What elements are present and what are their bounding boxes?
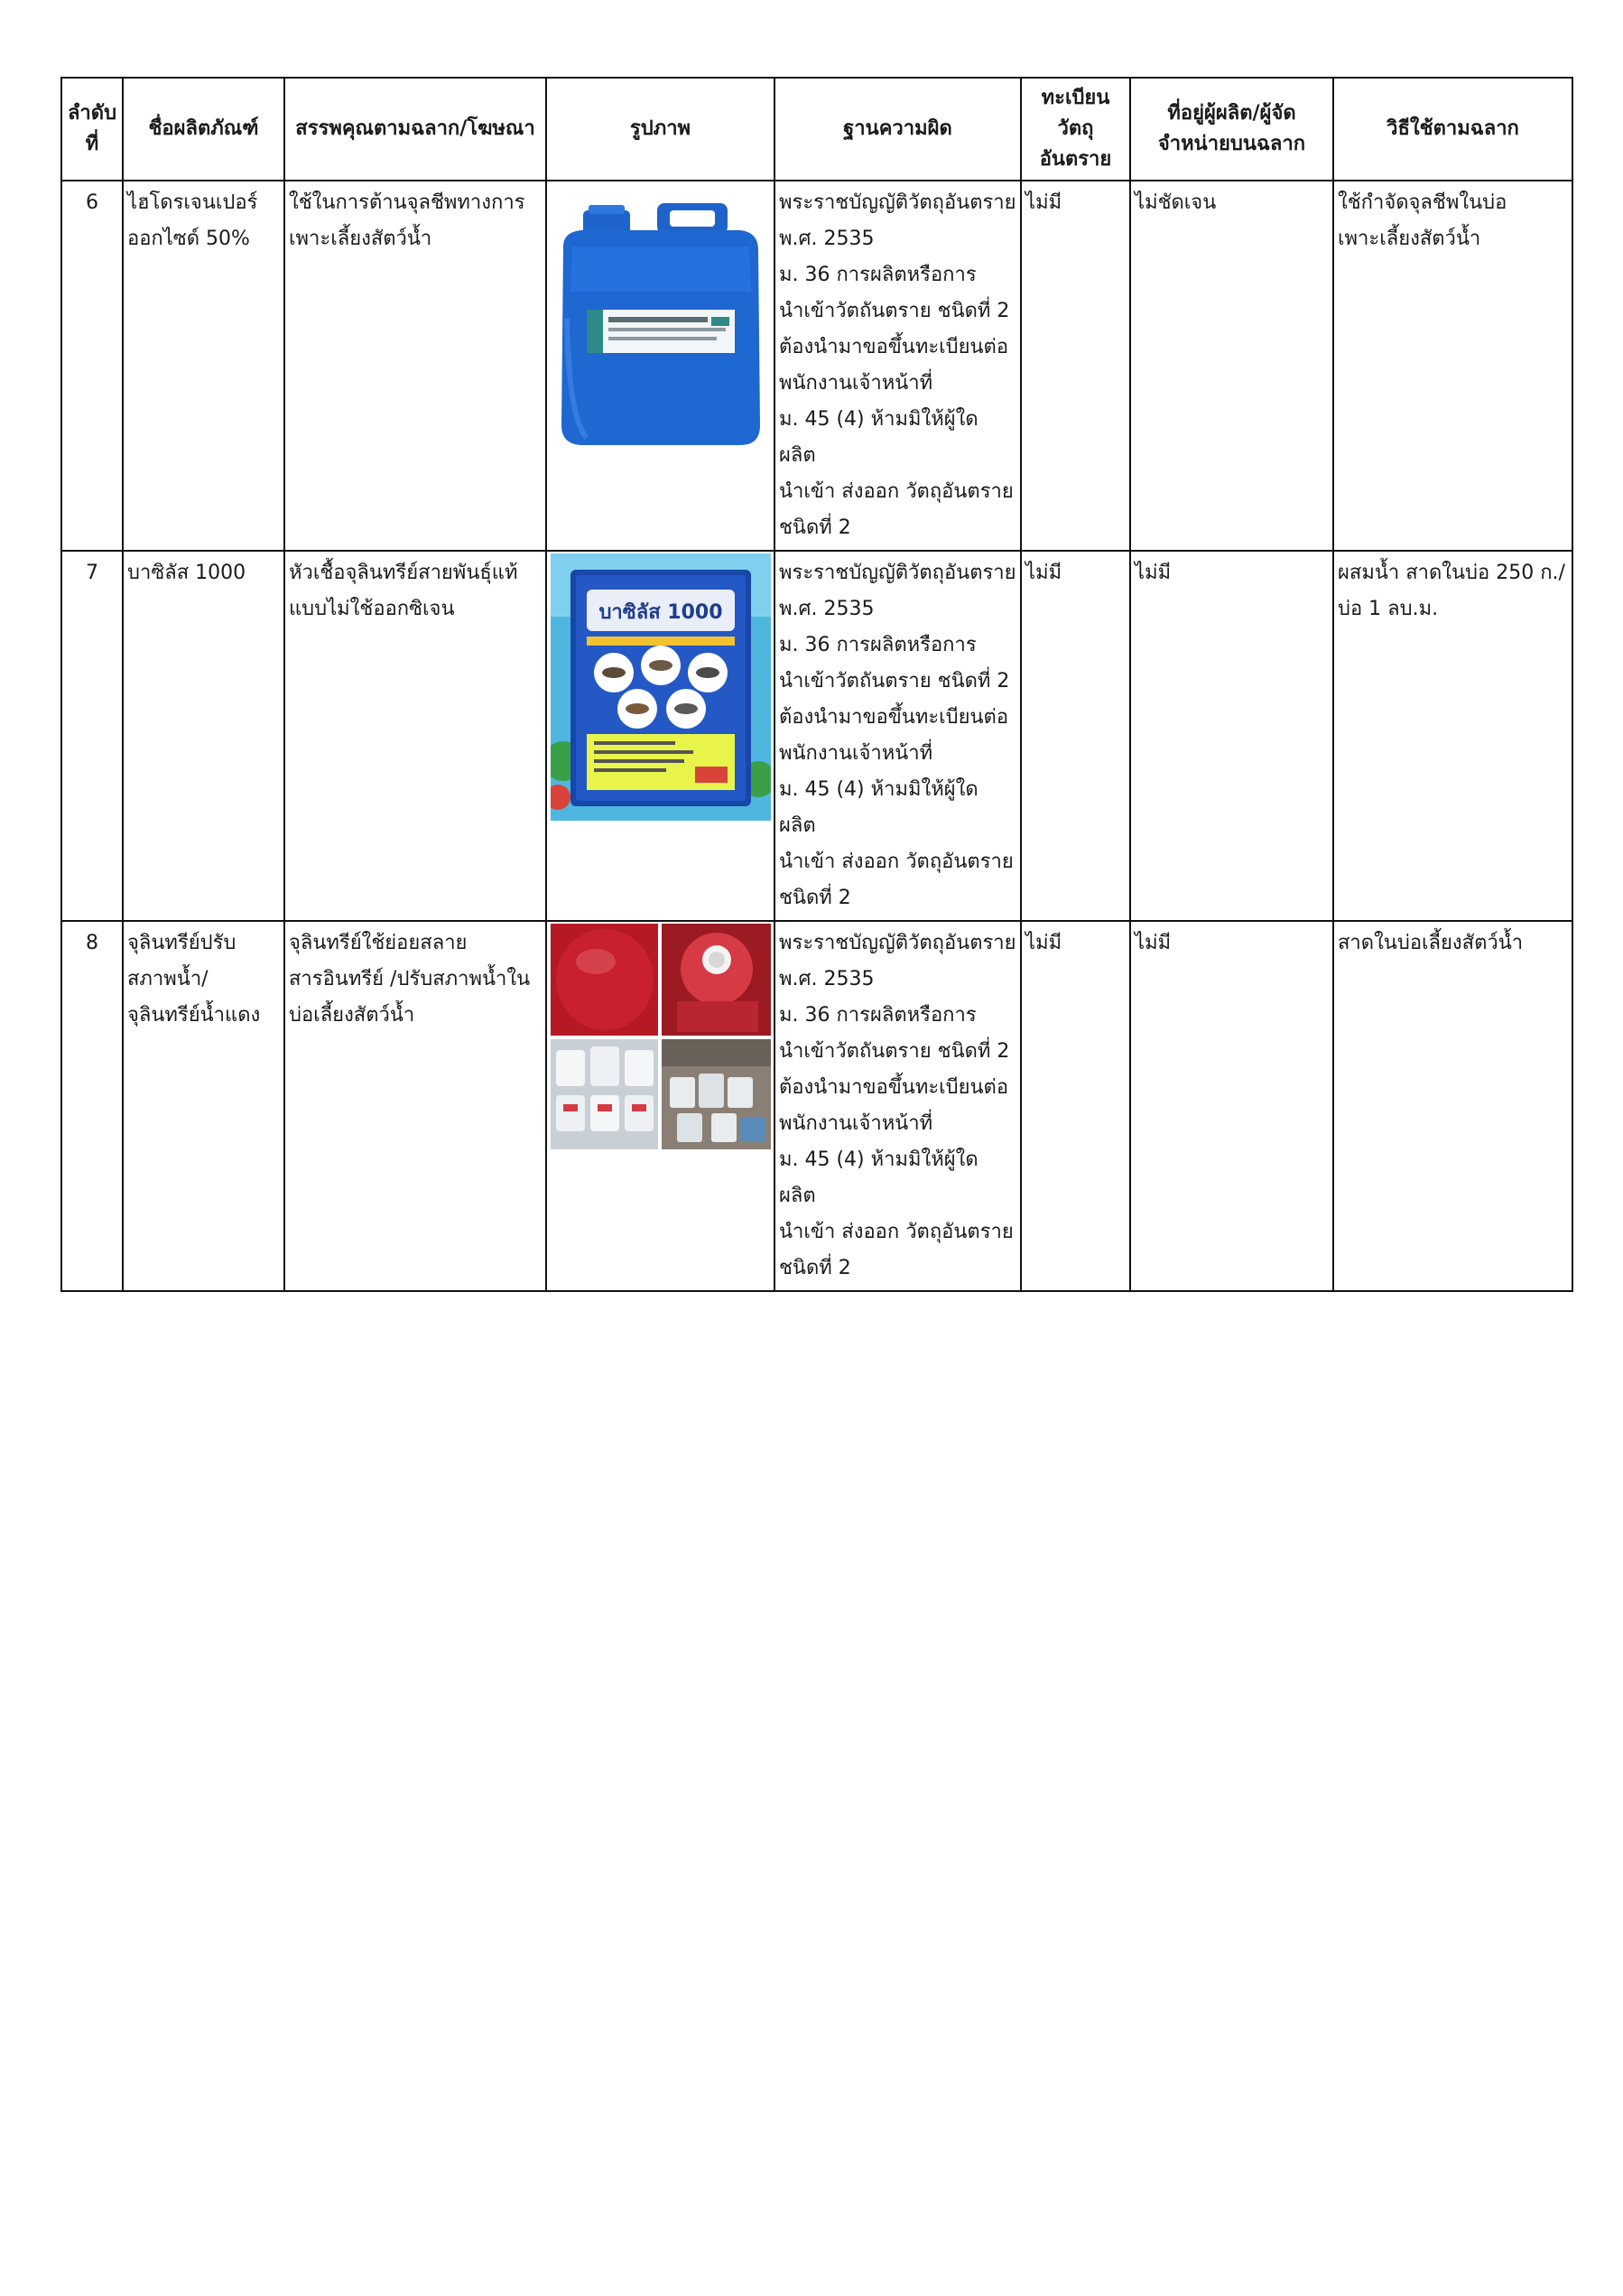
product-name: บาซิลัส 1000	[123, 551, 284, 921]
row-number: 6	[61, 181, 123, 551]
header-offense: ฐานความผิด	[774, 78, 1021, 181]
product-image-cell	[546, 551, 774, 921]
registration-status: ไม่มี	[1021, 181, 1130, 551]
header-image: รูปภาพ	[546, 78, 774, 181]
product-name: จุลินทรีย์ปรับ สภาพน้ำ/ จุลินทรีย์น้ำแดง	[123, 921, 284, 1291]
header-no: ลำดับ ที่	[61, 78, 123, 181]
product-claims: ใช้ในการต้านจุลชีพทางการ เพาะเลี้ยงสัตว์น้ำ	[284, 181, 546, 551]
usage-instructions: ใช้กำจัดจุลชีพในบ่อ เพาะเลี้ยงสัตว์น้ำ	[1333, 181, 1572, 551]
header-product-name: ชื่อผลิตภัณฑ์	[123, 78, 284, 181]
header-usage: วิธีใช้ตามฉลาก	[1333, 78, 1572, 181]
manufacturer-address: ไม่มี	[1130, 921, 1333, 1291]
bacillus-product-bag-image	[551, 553, 771, 821]
blue-chemical-jerrycan-image	[551, 183, 771, 454]
table-row	[61, 551, 1572, 921]
registration-status: ไม่มี	[1021, 921, 1130, 1291]
legal-offense: พระราชบัญญัติวัตถุอันตราย พ.ศ. 2535 ม. 36 การผลิตหรือการ นำเข้าวัตถันตราย ชนิดที่ 2 ต้องนำมาขอขึ้นทะเบียนต่อ พนักงานเจ้าหน้าที่ ม. 45 (4) ห้ามมิให้ผู้ใด ผลิต นำเข้า ส่งออก วัตถุอันตราย ชนิดที่ 2	[774, 181, 1021, 551]
header-address: ที่อยู่ผู้ผลิต/ผู้จัด จำหน่ายบนฉลาก	[1130, 78, 1333, 181]
header-registration: ทะเบียน วัตถุ อันตราย	[1021, 78, 1130, 181]
usage-instructions: ผสมน้ำ สาดในบ่อ 250 ก./ บ่อ 1 ลบ.ม.	[1333, 551, 1572, 921]
red-liquid-containers-image	[551, 924, 771, 1149]
legal-offense: พระราชบัญญัติวัตถุอันตราย พ.ศ. 2535 ม. 36 การผลิตหรือการ นำเข้าวัตถันตราย ชนิดที่ 2 ต้องนำมาขอขึ้นทะเบียนต่อ พนักงานเจ้าหน้าที่ ม. 45 (4) ห้ามมิให้ผู้ใด ผลิต นำเข้า ส่งออก วัตถุอันตราย ชนิดที่ 2	[774, 921, 1021, 1291]
row-number: 8	[61, 921, 123, 1291]
table-row	[61, 921, 1572, 1291]
product-violation-table	[60, 77, 1573, 1292]
product-claims: หัวเชื้อจุลินทรีย์สายพันธุ์แท้ แบบไม่ใช้ออกซิเจน	[284, 551, 546, 921]
legal-offense: พระราชบัญญัติวัตถุอันตราย พ.ศ. 2535 ม. 36 การผลิตหรือการ นำเข้าวัตถันตราย ชนิดที่ 2 ต้องนำมาขอขึ้นทะเบียนต่อ พนักงานเจ้าหน้าที่ ม. 45 (4) ห้ามมิให้ผู้ใด ผลิต นำเข้า ส่งออก วัตถุอันตราย ชนิดที่ 2	[774, 551, 1021, 921]
registration-status: ไม่มี	[1021, 551, 1130, 921]
product-name: ไฮโดรเจนเปอร์ ออกไซด์ 50%	[123, 181, 284, 551]
product-image-cell	[546, 921, 774, 1291]
table-header-row	[61, 78, 1572, 181]
usage-instructions: สาดในบ่อเลี้ยงสัตว์น้ำ	[1333, 921, 1572, 1291]
manufacturer-address: ไม่มี	[1130, 551, 1333, 921]
table-row	[61, 181, 1572, 551]
product-claims: จุลินทรีย์ใช้ย่อยสลาย สารอินทรีย์ /ปรับสภาพน้ำใน บ่อเลี้ยงสัตว์น้ำ	[284, 921, 546, 1291]
row-number: 7	[61, 551, 123, 921]
header-claims: สรรพคุณตามฉลาก/โฆษณา	[284, 78, 546, 181]
product-image-cell	[546, 181, 774, 551]
bag-title-text: บาซิลัส 1000	[598, 601, 723, 624]
manufacturer-address: ไม่ชัดเจน	[1130, 181, 1333, 551]
